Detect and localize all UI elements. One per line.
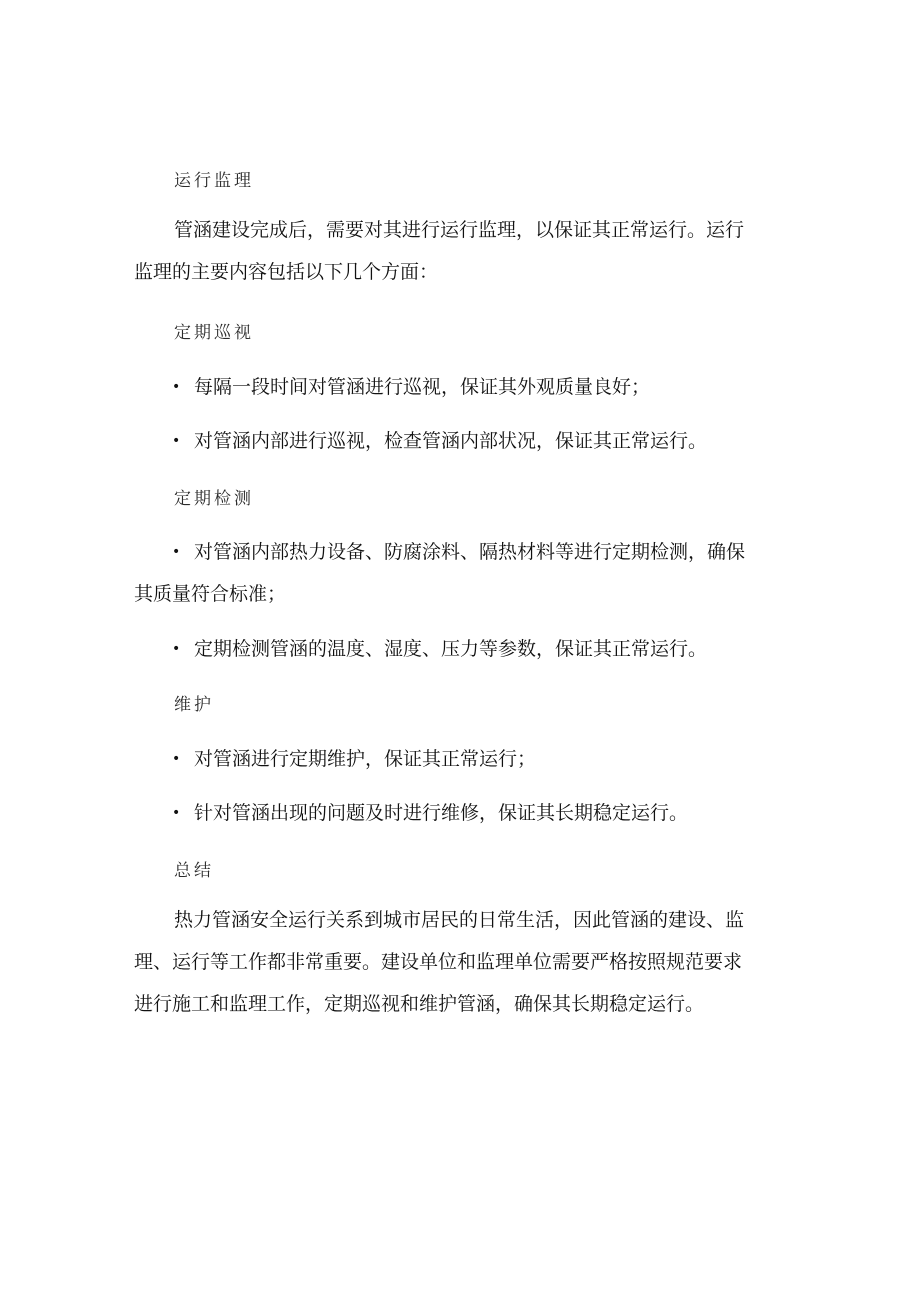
list-item — [172, 426, 707, 453]
list-item-text: 对管涵内部进行巡视，检查管涵内部状况，保证其正常运行。 — [194, 430, 708, 452]
list-item-text: 对管涵内部热力设备、防腐涂料、隔热材料等进行定期检测，确保 — [194, 541, 746, 563]
bullet-icon: • — [172, 751, 181, 767]
heading-maintenance: 维护 — [174, 695, 214, 715]
summary-paragraph-line-1: 热力管涵安全运行关系到城市居民的日常生活，因此管涵的建设、监 — [174, 909, 745, 931]
list-item-text: 针对管涵出现的问题及时进行维修，保证其长期稳定运行。 — [194, 802, 689, 824]
bullet-icon: • — [172, 544, 181, 560]
list-item — [172, 372, 650, 399]
heading-regular-patrol: 定期巡视 — [174, 323, 254, 343]
bullet-icon: • — [172, 433, 181, 449]
summary-paragraph-line-2: 理、运行等工作都非常重要。建设单位和监理单位需要严格按照规范要求 — [134, 951, 743, 973]
operation-paragraph-line-1: 管涵建设完成后，需要对其进行运行监理，以保证其正常运行。运行 — [174, 219, 745, 241]
bullet-icon: • — [172, 641, 181, 657]
bullet-icon: • — [172, 379, 181, 395]
list-item-continuation: 其质量符合标准； — [134, 583, 287, 605]
list-item — [172, 537, 745, 564]
heading-operation-supervision: 运行监理 — [174, 171, 254, 191]
list-item — [172, 744, 536, 771]
bullet-icon: • — [172, 805, 181, 821]
heading-regular-inspection: 定期检测 — [174, 489, 254, 509]
list-item-text: 对管涵进行定期维护，保证其正常运行； — [194, 748, 537, 770]
summary-paragraph-line-3: 进行施工和监理工作，定期巡视和维护管涵，确保其长期稳定运行。 — [134, 993, 705, 1015]
list-item — [172, 798, 688, 825]
operation-paragraph-line-2: 监理的主要内容包括以下几个方面： — [134, 261, 439, 283]
list-item-text: 定期检测管涵的温度、湿度、压力等参数，保证其正常运行。 — [194, 638, 708, 660]
list-item-text: 每隔一段时间对管涵进行巡视，保证其外观质量良好； — [194, 376, 651, 398]
list-item — [172, 634, 707, 661]
heading-summary: 总结 — [174, 861, 214, 881]
